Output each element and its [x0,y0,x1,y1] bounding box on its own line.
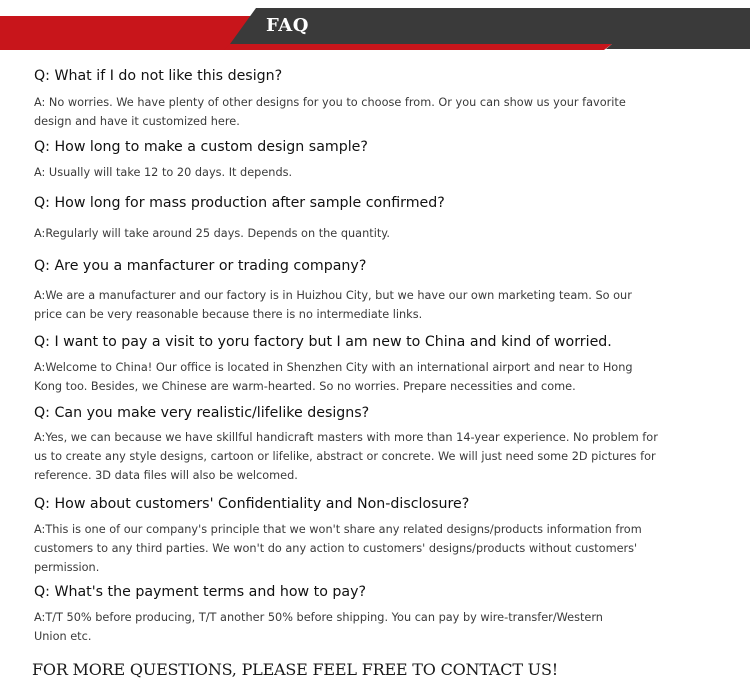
question-prefix: Q: [34,139,50,155]
faq-question [34,258,366,274]
answer-line: price can be very reasonable because there is no intermediate links. [34,308,423,321]
question-text: How long to make a custom design sample? [54,139,368,155]
answer-line: A:Welcome to China! Our office is located in Shenzhen City with an international airport and near to Hong [34,361,633,374]
faq-answer [34,358,734,396]
faq-question [34,68,282,84]
question-text: How long for mass production after sample confirmed? [54,195,445,211]
page-title: FAQ [266,15,309,36]
question-text: Are you a manfacturer or trading company? [54,258,367,274]
answer-line: Union etc. [34,630,92,643]
faq-answer [34,93,734,131]
question-prefix: Q: [34,405,50,421]
question-text: Can you make very realistic/lifelike designs? [54,405,370,421]
question-prefix: Q: [34,334,50,350]
question-prefix: Q: [34,496,50,512]
question-prefix: Q: [34,195,50,211]
question-text: What's the payment terms and how to pay? [54,584,367,600]
faq-question [34,195,445,211]
banner-graphic [0,0,750,56]
faq-answer [34,163,734,182]
question-text: I want to pay a visit to yoru factory but I am new to China and kind of worried. [54,334,612,350]
question-text: How about customers' Confidentiality and Non-disclosure? [54,496,470,512]
question-prefix: Q: [34,258,50,274]
answer-line: A: No worries. We have plenty of other designs for you to choose from. Or you can show us your favorite [34,96,626,109]
faq-answer [34,428,734,485]
faq-banner [0,0,750,56]
question-text: What if I do not like this design? [54,68,283,84]
faq-answer [34,520,734,577]
answer-line: A:Regularly will take around 25 days. Depends on the quantity. [34,227,390,240]
faq-question [34,496,469,512]
answer-line: A:T/T 50% before producing, T/T another 50% before shipping. You can pay by wire-transfer/Western [34,611,603,624]
faq-question [34,405,369,421]
answer-line: A: Usually will take 12 to 20 days. It depends. [34,166,293,179]
answer-line: reference. 3D data files will also be welcomed. [34,469,298,482]
answer-line: A:We are a manufacturer and our factory is in Huizhou City, but we have our own marketing team. So our [34,289,632,302]
faq-answer [34,608,734,646]
faq-question [34,139,368,155]
answer-line: A:This is one of our company's principle that we won't share any related designs/products information from [34,523,642,536]
faq-answer [34,286,734,324]
answer-line: design and have it customized here. [34,115,240,128]
contact-cta: FOR MORE QUESTIONS, PLEASE FEEL FREE TO CONTACT US! [32,660,558,679]
answer-line: A:Yes, we can because we have skillful handicraft masters with more than 14-year experience. No problem for [34,431,658,444]
faq-question [34,584,366,600]
question-prefix: Q: [34,584,50,600]
answer-line: us to create any style designs, cartoon or lifelike, abstract or concrete. We will just need some 2D pictures for [34,450,656,463]
answer-line: customers to any third parties. We won't do any action to customers' designs/products without customers' [34,542,638,555]
faq-answer [34,224,734,243]
answer-line: Kong too. Besides, we Chinese are warm-hearted. So no worries. Prepare necessities and come. [34,380,576,393]
answer-line: permission. [34,561,100,574]
question-prefix: Q: [34,68,50,84]
faq-question [34,334,612,350]
